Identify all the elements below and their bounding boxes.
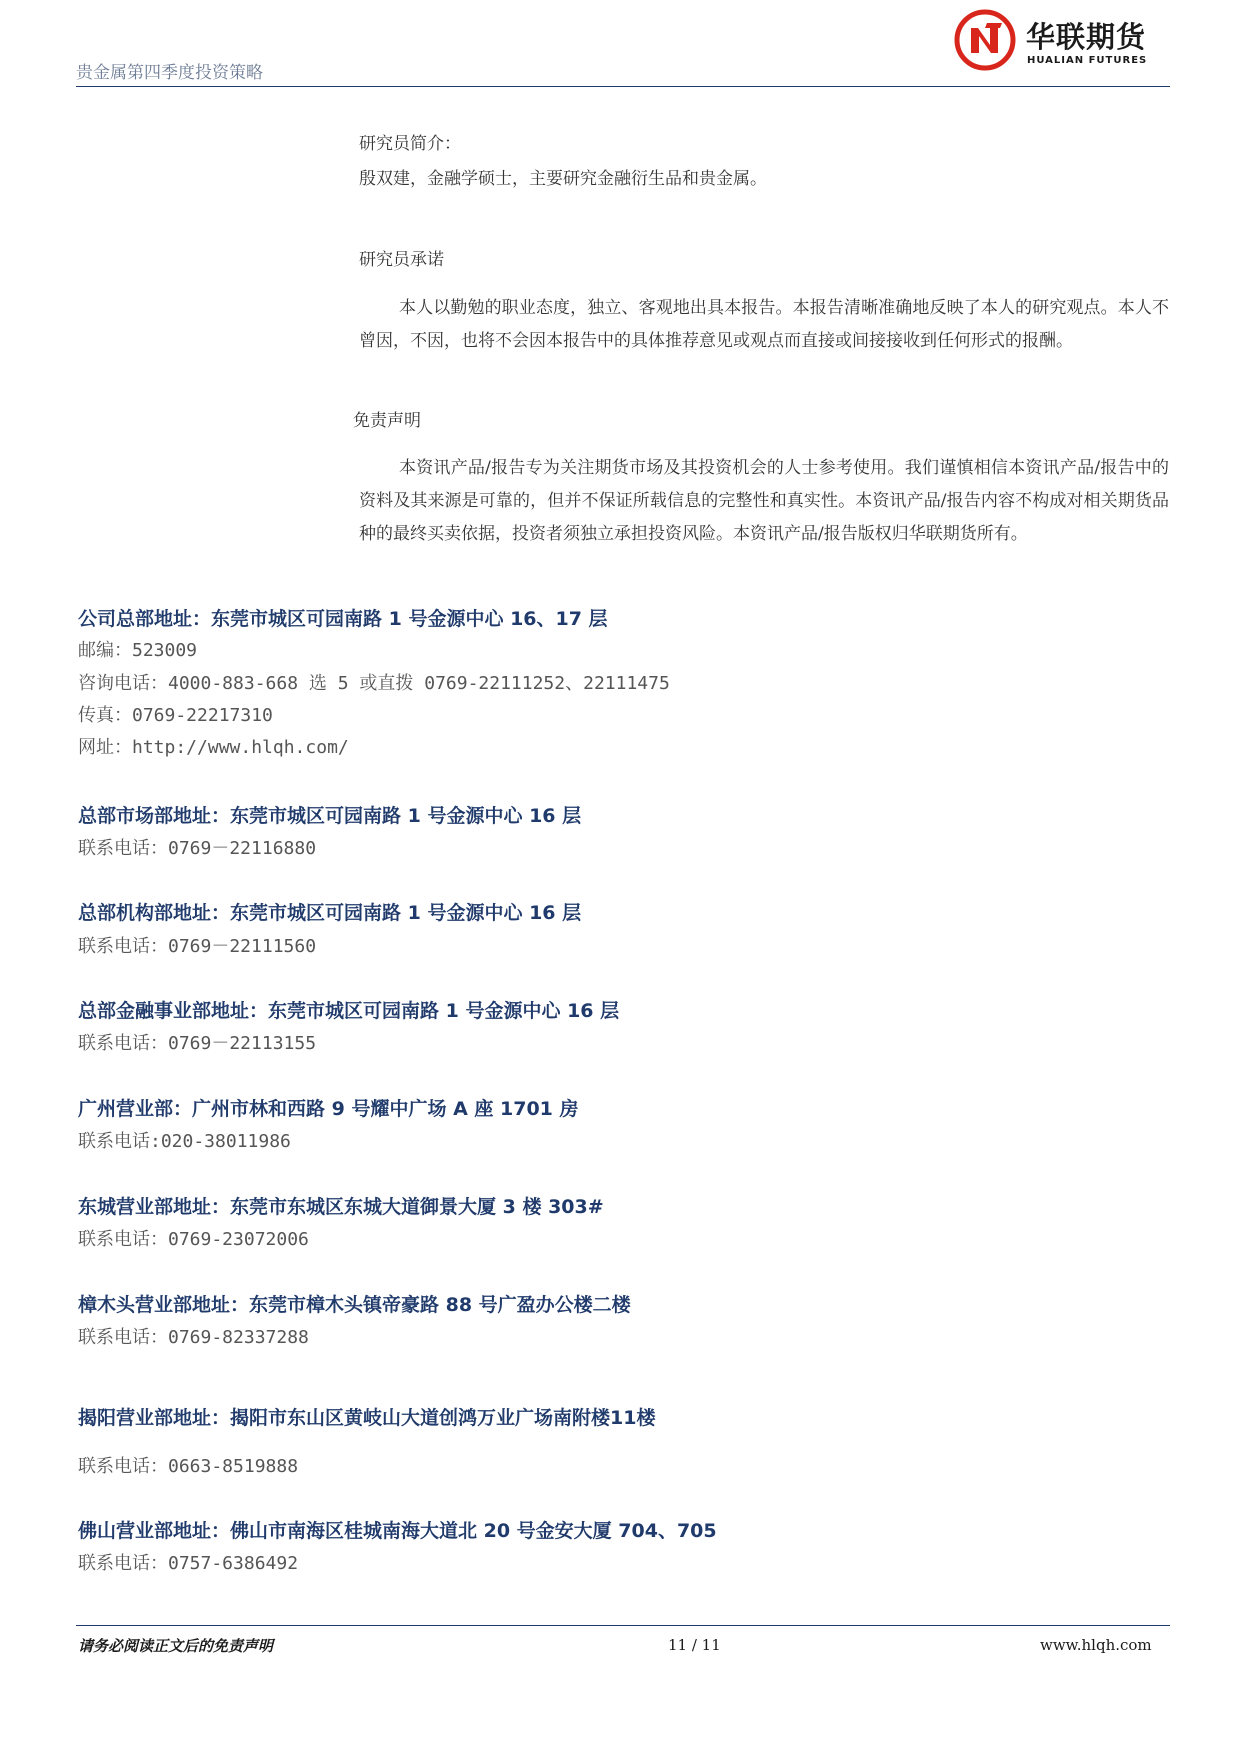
office-phone: 联系电话:020-38011986: [78, 1131, 291, 1152]
hq-phone: 咨询电话：4000-883-668 选 5 或直拨 0769-22111252、22111475: [78, 673, 670, 694]
office-phone: 联系电话：0769－22113155: [78, 1033, 317, 1054]
researcher-intro-text: 殷双建，金融学硕士，主要研究金融衍生品和贵金属。: [359, 169, 767, 189]
disclaimer-text: 本资讯产品/报告专为关注期货市场及其投资机会的人士参考使用。我们谨慎相信本资讯产品/报告中的资料及其来源是可靠的，但并不保证所载信息的完整性和真实性。本资讯产品/报告内容不构成对相关期货品种的最终买卖依据，投资者须独立承担投资风险。本资讯产品/报告版权归华联期货所有。: [359, 458, 1169, 544]
hq-address: 公司总部地址：东莞市城区可园南路 1 号金源中心 16、17 层: [78, 608, 608, 630]
office-address: 总部机构部地址：东莞市城区可园南路 1 号金源中心 16 层: [78, 902, 582, 924]
logo-chinese-name: 华联期货: [1026, 20, 1147, 54]
office-address: 东城营业部地址：东莞市东城区东城大道御景大厦 3 楼 303#: [78, 1196, 604, 1218]
office-phone: 联系电话：0769－22116880: [78, 838, 317, 859]
office-phone: 联系电话：0769-23072006: [78, 1229, 309, 1250]
office-address: 佛山营业部地址：佛山市南海区桂城南海大道北 20 号金安大厦 704、705: [78, 1520, 717, 1542]
hualian-logo-icon: [954, 9, 1016, 71]
page-header: [76, 0, 1170, 88]
page-number: 11 / 11: [668, 1636, 721, 1654]
footer-divider: [76, 1625, 1170, 1626]
footer-notice: 请务必阅读正文后的免责声明: [78, 1637, 274, 1655]
researcher-intro-heading: 研究员简介：: [359, 134, 461, 154]
office-phone: 联系电话：0769－22111560: [78, 936, 317, 957]
office-address: 樟木头营业部地址：东莞市樟木头镇帝豪路 88 号广盈办公楼二楼: [78, 1294, 631, 1316]
office-address: 揭阳营业部地址：揭阳市东山区黄岐山大道创鸿万业广场南附楼11楼: [78, 1407, 656, 1429]
company-logo: [954, 5, 1174, 77]
report-title: 贵金属第四季度投资策略: [76, 63, 263, 83]
office-phone: 联系电话：0769-82337288: [78, 1327, 309, 1348]
header-divider: [76, 86, 1170, 87]
office-address: 广州营业部：广州市林和西路 9 号耀中广场 A 座 1701 房: [78, 1098, 579, 1120]
hq-website-link[interactable]: 网址：http://www.hlqh.com/: [78, 737, 349, 758]
office-phone: 联系电话：0663-8519888: [78, 1456, 299, 1477]
office-address: 总部市场部地址：东莞市城区可园南路 1 号金源中心 16 层: [78, 805, 582, 827]
researcher-pledge-heading: 研究员承诺: [359, 250, 444, 270]
footer-website-link[interactable]: www.hlqh.com: [1040, 1636, 1152, 1654]
office-address: 总部金融事业部地址：东莞市城区可园南路 1 号金源中心 16 层: [78, 1000, 620, 1022]
logo-english-name: HUALIAN FUTURES: [1027, 55, 1148, 66]
office-phone: 联系电话：0757-6386492: [78, 1553, 299, 1574]
hq-postcode: 邮编：523009: [78, 640, 198, 661]
researcher-pledge-text: 本人以勤勉的职业态度，独立、客观地出具本报告。本报告清晰准确地反映了本人的研究观点。本人不曾因，不因，也将不会因本报告中的具体推荐意见或观点而直接或间接接收到任何形式的报酬。: [359, 298, 1169, 351]
disclaimer-heading: 免责声明: [353, 411, 421, 431]
hq-fax: 传真：0769-22217310: [78, 705, 273, 726]
